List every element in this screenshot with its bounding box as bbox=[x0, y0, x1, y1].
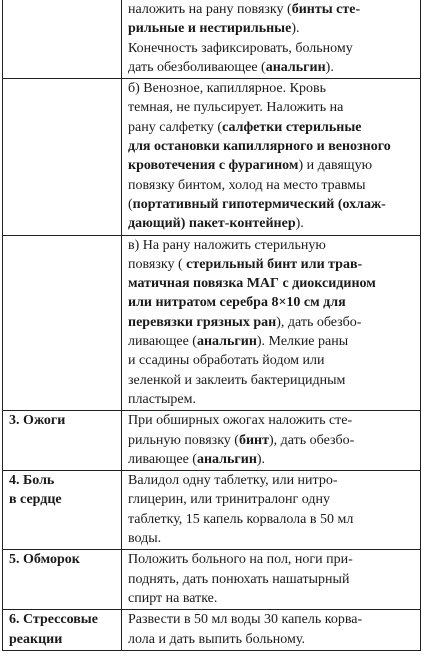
bold-text: анальгин bbox=[196, 334, 257, 350]
text: ). bbox=[291, 21, 300, 37]
instruction-line bbox=[128, 390, 416, 409]
table-body bbox=[3, 0, 421, 650]
category-cell bbox=[3, 79, 122, 235]
text: ). bbox=[295, 216, 304, 232]
category-label: в сердце bbox=[9, 492, 62, 508]
text: наложить на рану повязку ( bbox=[128, 2, 292, 17]
text: Положить больного на пол, ноги при- bbox=[128, 552, 353, 568]
instruction-cell bbox=[122, 471, 421, 550]
text: Развести в 50 мл воды 30 капель корва- bbox=[128, 612, 363, 628]
instruction-line bbox=[128, 550, 416, 569]
table-row bbox=[3, 471, 421, 550]
instruction-line bbox=[128, 156, 416, 175]
instruction-cell bbox=[122, 235, 421, 411]
table-row bbox=[3, 235, 421, 411]
text: темная, не пульсирует. Наложить на bbox=[128, 100, 344, 116]
bold-text: дающий) пакет-контейнер bbox=[128, 216, 296, 232]
category-label: 5. Обморок bbox=[9, 552, 80, 568]
category-label: 3. Ожоги bbox=[9, 413, 66, 429]
text: рильную повязку ( bbox=[128, 432, 239, 448]
instruction-line bbox=[128, 471, 416, 490]
text: ливающее ( bbox=[128, 334, 197, 350]
instruction-line bbox=[128, 411, 416, 430]
text: ливающее ( bbox=[128, 451, 197, 467]
instruction-line bbox=[128, 214, 416, 233]
table-row bbox=[3, 550, 421, 610]
instruction-line bbox=[128, 19, 416, 38]
bold-text: бинты сте- bbox=[291, 2, 361, 17]
category-label: 4. Боль bbox=[9, 473, 55, 489]
bold-text: матичная повязка МАГ с диоксидином bbox=[128, 276, 376, 292]
bold-text: анальгин bbox=[196, 451, 257, 467]
text: дать обезболивающее ( bbox=[128, 59, 266, 75]
instruction-cell bbox=[122, 79, 421, 235]
instruction-line bbox=[128, 630, 416, 649]
instruction-line bbox=[128, 274, 416, 293]
instruction-line bbox=[128, 118, 416, 137]
instruction-line bbox=[128, 351, 416, 370]
bold-text: салфетки стерильные bbox=[222, 119, 362, 135]
category-cell bbox=[3, 411, 122, 471]
text: спирт на ватке. bbox=[128, 590, 218, 606]
instruction-line bbox=[128, 293, 416, 312]
instruction-line bbox=[128, 313, 416, 332]
text: глицерин, или тринитралонг одну bbox=[128, 492, 330, 508]
instruction-line bbox=[128, 371, 416, 390]
text: ). bbox=[325, 59, 334, 75]
instruction-line bbox=[128, 236, 416, 255]
table-row bbox=[3, 610, 421, 651]
text: в) На рану наложить стерильную bbox=[128, 237, 326, 253]
text: ), дать обезбо- bbox=[276, 314, 362, 330]
text: Конечность зафиксировать, больному bbox=[128, 40, 353, 56]
first-aid-table bbox=[2, 0, 421, 651]
table-row bbox=[3, 0, 421, 79]
bold-text: перевязки грязных ран bbox=[128, 314, 277, 330]
text: ) и давящую bbox=[298, 158, 373, 174]
text: пластырем. bbox=[128, 391, 197, 407]
text: ( bbox=[128, 196, 133, 212]
text: При обширных ожогах наложить сте- bbox=[128, 413, 353, 429]
text: ), дать обезбо- bbox=[268, 432, 355, 448]
instruction-line bbox=[128, 98, 416, 117]
text: повязку ( bbox=[128, 256, 187, 272]
instruction-line bbox=[128, 255, 416, 274]
text: б) Венозное, капиллярное. Кровь bbox=[128, 81, 326, 97]
text: рану салфетку ( bbox=[128, 119, 223, 135]
text: Валидол одну таблетку, или нитро- bbox=[128, 473, 338, 489]
bold-text: или нитратом серебра 8×10 см для bbox=[128, 295, 346, 311]
instruction-line bbox=[128, 176, 416, 195]
category-cell bbox=[3, 610, 122, 651]
instruction-line bbox=[128, 332, 416, 351]
category-cell bbox=[3, 550, 122, 610]
category-cell bbox=[3, 0, 122, 79]
bold-text: бинт bbox=[238, 432, 269, 448]
instruction-line bbox=[128, 510, 416, 529]
category-cell bbox=[3, 235, 122, 411]
instruction-line bbox=[128, 58, 416, 77]
text: таблетку, 15 капель корвалола в 50 мл bbox=[128, 511, 354, 527]
instruction-cell bbox=[122, 550, 421, 610]
instruction-cell bbox=[122, 411, 421, 471]
instruction-line bbox=[128, 39, 416, 58]
category-cell bbox=[3, 471, 122, 550]
text: воды. bbox=[128, 531, 162, 547]
text: ). Мелкие раны bbox=[256, 334, 349, 350]
instruction-line bbox=[128, 490, 416, 509]
category-label: реакции bbox=[9, 631, 63, 647]
text: зеленкой и заклеить бактерицидным bbox=[128, 372, 346, 388]
instruction-line bbox=[128, 137, 416, 156]
category-label: 6. Стрессовые bbox=[9, 612, 98, 628]
text: лола и дать выпить больному. bbox=[128, 631, 305, 647]
bold-text: стерильный бинт или трав- bbox=[186, 256, 363, 272]
bold-text: для остановки капиллярного и венозного bbox=[128, 139, 391, 155]
bold-text: рильные и нестирильные bbox=[128, 21, 292, 37]
text: поднять, дать понюхать нашатырный bbox=[128, 571, 350, 587]
instruction-cell bbox=[122, 0, 421, 79]
text: повязку бинтом, холод на место травмы bbox=[128, 177, 366, 193]
instruction-line bbox=[128, 570, 416, 589]
bold-text: кровотечения с фурагином bbox=[128, 158, 299, 174]
instruction-line bbox=[128, 450, 416, 469]
text: ). bbox=[256, 451, 266, 467]
text: и ссадины обработать йодом или bbox=[128, 353, 325, 369]
table-row bbox=[3, 79, 421, 235]
instruction-line bbox=[128, 589, 416, 608]
instruction-line bbox=[128, 431, 416, 450]
instruction-line bbox=[128, 79, 416, 98]
bold-text: портативный гипотермический (охлаж- bbox=[132, 196, 386, 212]
instruction-line bbox=[128, 610, 416, 629]
instruction-line bbox=[128, 0, 416, 19]
instruction-cell bbox=[122, 610, 421, 651]
table-row bbox=[3, 411, 421, 471]
instruction-line bbox=[128, 195, 416, 214]
instruction-line bbox=[128, 529, 416, 548]
bold-text: анальгин bbox=[265, 59, 326, 75]
